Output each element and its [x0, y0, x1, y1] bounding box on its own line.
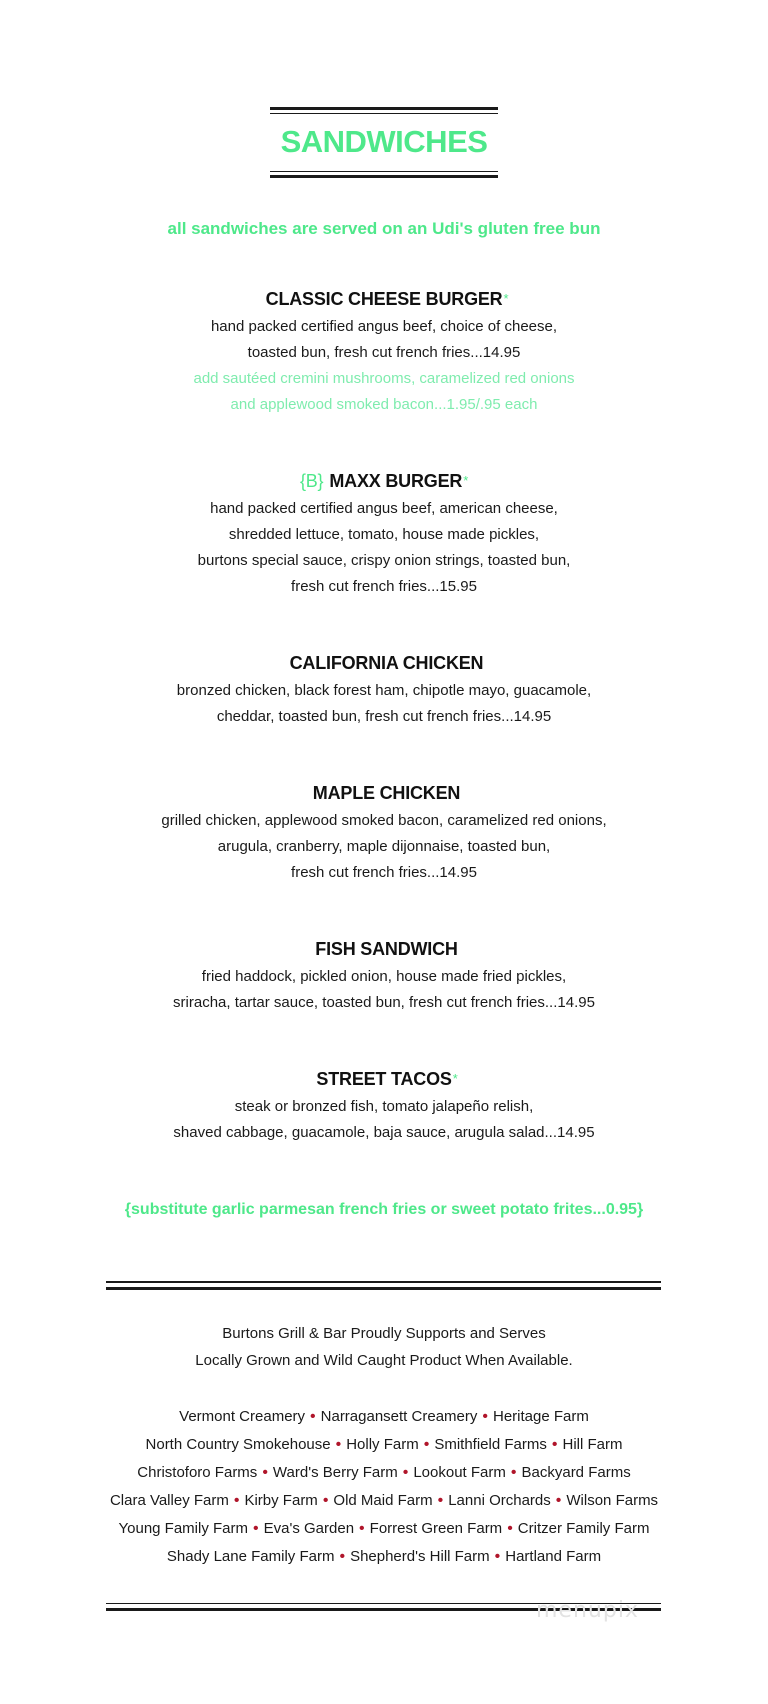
bullet-icon: • — [253, 1520, 259, 1537]
menu-item — [0, 778, 768, 886]
farm-row — [0, 1459, 768, 1487]
header-rule-top-2 — [270, 113, 498, 114]
bullet-icon: • — [507, 1520, 513, 1537]
menu-item — [0, 1064, 768, 1146]
divider-rule-2 — [106, 1287, 661, 1290]
farm-name: Holly Farm — [346, 1436, 419, 1453]
bullet-icon: • — [510, 1464, 517, 1481]
farm-list — [0, 1403, 768, 1571]
farm-name: Vermont Creamery — [179, 1408, 306, 1425]
menu-item-name — [0, 778, 768, 808]
header-rule-bottom-1 — [270, 171, 498, 172]
menu-item — [0, 284, 768, 418]
bullet-icon: • — [482, 1408, 488, 1425]
farm-name: Critzer Family Farm — [517, 1520, 650, 1537]
farm-name: Shepherd's Hill Farm — [350, 1548, 490, 1565]
menu-item-title: MAXX BURGER — [329, 471, 463, 491]
farm-row — [0, 1487, 768, 1515]
bullet-icon: • — [555, 1492, 562, 1509]
farm-name: Hill Farm — [562, 1436, 623, 1453]
bullet-icon: • — [262, 1464, 268, 1481]
farm-name: Clara Valley Farm — [109, 1492, 229, 1509]
header-rule-top-1 — [270, 107, 498, 110]
menu-item-description: fresh cut french fries...15.95 — [291, 578, 477, 595]
header-rule-bottom-2 — [270, 175, 498, 178]
menu-item-title: STREET TACOS — [316, 1069, 452, 1089]
farm-name: Narragansett Creamery — [320, 1408, 478, 1425]
menu-item-description: burtons special sauce, crispy onion strings, toasted bun, — [197, 552, 571, 569]
farm-name: Hartland Farm — [505, 1548, 602, 1565]
farm-name: Heritage Farm — [492, 1408, 589, 1425]
bullet-icon: • — [233, 1492, 240, 1509]
farm-row — [0, 1543, 768, 1571]
menu-item — [0, 648, 768, 730]
bullet-icon: • — [551, 1436, 558, 1453]
menu-item-description: grilled chicken, applewood smoked bacon, caramelized red onions, — [161, 812, 607, 829]
menu-item-description: hand packed certified angus beef, choice of cheese, — [210, 318, 558, 335]
bullet-icon: • — [437, 1492, 444, 1509]
menu-item-name — [0, 284, 768, 314]
menu-item-description: toasted bun, fresh cut french fries...14.95 — [247, 344, 521, 361]
farm-name: Wilson Farms — [566, 1492, 659, 1509]
farm-name: Old Maid Farm — [333, 1492, 433, 1509]
watermark-logo: menupix — [536, 1598, 639, 1623]
menu-item-title: CALIFORNIA CHICKEN — [289, 653, 484, 673]
menu-item-description: fresh cut french fries...14.95 — [291, 864, 477, 881]
asterisk-icon: * — [452, 1071, 458, 1086]
farm-name: Shady Lane Family Farm — [166, 1548, 335, 1565]
farm-name: Lookout Farm — [413, 1464, 506, 1481]
menu-item-description: hand packed certified angus beef, american cheese, — [210, 500, 558, 517]
bullet-icon: • — [494, 1548, 501, 1565]
support-line: Burtons Grill & Bar Proudly Supports and Serves — [222, 1325, 546, 1342]
substitute-note: {substitute garlic parmesan french fries or sweet potato frites...0.95} — [124, 1201, 644, 1218]
menu-item-title: MAPLE CHICKEN — [312, 783, 461, 803]
farm-name: Eva's Garden — [263, 1520, 355, 1537]
menu-item-title: FISH SANDWICH — [315, 939, 458, 959]
support-line: Locally Grown and Wild Caught Product When Available. — [195, 1352, 573, 1369]
farm-name: Ward's Berry Farm — [272, 1464, 398, 1481]
bullet-icon: • — [339, 1548, 346, 1565]
bullet-icon: • — [335, 1436, 342, 1453]
asterisk-icon: * — [503, 291, 509, 306]
farm-name: Christoforo Farms — [137, 1464, 258, 1481]
menu-item-prefix: {B} — [299, 471, 324, 491]
menu-item-name — [0, 466, 768, 496]
farm-row — [0, 1515, 768, 1543]
menu-item — [0, 934, 768, 1016]
bullet-icon: • — [322, 1492, 329, 1509]
menu-item-description: steak or bronzed fish, tomato jalapeño relish, — [234, 1098, 534, 1115]
page-title: SANDWICHES — [280, 124, 488, 159]
menu-item-description: bronzed chicken, black forest ham, chipotle mayo, guacamole, — [176, 682, 592, 699]
menu-item-description: shredded lettuce, tomato, house made pickles, — [228, 526, 540, 543]
farm-name: Kirby Farm — [244, 1492, 318, 1509]
page-subtitle: all sandwiches are served on an Udi's gluten free bun — [167, 219, 601, 238]
menu-item-name — [0, 648, 768, 678]
bullet-icon: • — [402, 1464, 409, 1481]
farm-name: Forrest Green Farm — [369, 1520, 503, 1537]
farm-name: Smithfield Farms — [434, 1436, 547, 1453]
asterisk-icon: * — [463, 473, 469, 488]
menu-item-title: CLASSIC CHEESE BURGER — [265, 289, 503, 309]
farm-name: Young Family Farm — [118, 1520, 249, 1537]
support-statement — [0, 1320, 768, 1374]
bullet-icon: • — [423, 1436, 430, 1453]
farm-row — [0, 1431, 768, 1459]
menu-item-description: arugula, cranberry, maple dijonnaise, toasted bun, — [217, 838, 551, 855]
menu-item-description: shaved cabbage, guacamole, baja sauce, arugula salad...14.95 — [173, 1124, 595, 1141]
farm-row — [0, 1403, 768, 1431]
divider-rule-1 — [106, 1281, 661, 1283]
menu-item — [0, 466, 768, 600]
menu-item-description: sriracha, tartar sauce, toasted bun, fresh cut french fries...14.95 — [173, 994, 595, 1011]
menu-item-description: cheddar, toasted bun, fresh cut french fries...14.95 — [216, 708, 552, 725]
menu-item-addon: and applewood smoked bacon...1.95/.95 each — [230, 396, 538, 413]
menu-item-name — [0, 1064, 768, 1094]
bullet-icon: • — [359, 1520, 365, 1537]
bullet-icon: • — [310, 1408, 316, 1425]
menu-item-name — [0, 934, 768, 964]
farm-name: North Country Smokehouse — [145, 1436, 331, 1453]
menu-item-addon: add sautéed cremini mushrooms, caramelized red onions — [193, 370, 575, 387]
farm-name: Backyard Farms — [521, 1464, 631, 1481]
menu-item-description: fried haddock, pickled onion, house made fried pickles, — [201, 968, 567, 985]
farm-name: Lanni Orchards — [448, 1492, 551, 1509]
